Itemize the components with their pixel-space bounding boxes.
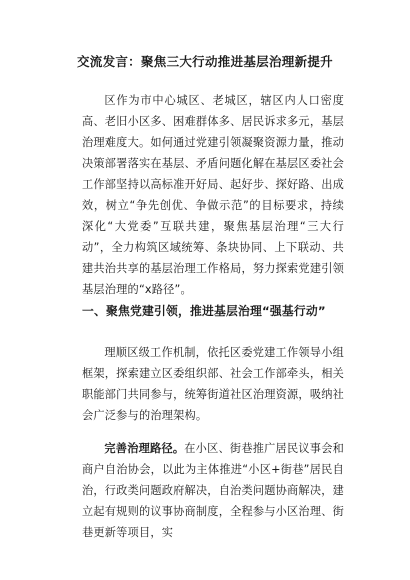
section-1-paragraph-1: 理顺区级工作机制，依托区委党建工作领导小组框架，探索建立区委组织部、社会工作部牵头，相关职能部门共同参与，统筹街道社区治理资源，吸纳社会广泛参与的治理架构。 [82, 346, 344, 422]
document-title: 交流发言：聚焦三大行动推进基层治理新提升 [76, 54, 333, 69]
section-heading-1: 一、聚焦党建引领，推进基层治理“强基行动” [82, 304, 326, 318]
paragraph-lead-text: 完善治理路径。 [104, 442, 185, 455]
paragraph-body-text: 在小区、街巷推广居民议事会和商户自治协会，以此为主体推进“小区+街巷”居民自治，行政类问题政府解决，自治类问题协商解决，建立起有规则的议事协商制度，全程参与小区治理、街巷更新等项目，实 [82, 442, 344, 539]
intro-paragraph: 区作为市中心城区、老城区，辖区内人口密度高、老旧小区多、困难群体多、居民诉求多元，基层治理难度大。如何通过党建引领凝聚资源力量，推动决策部署落实在基层、矛盾问题化解在基层区委社会工作部坚持以高标准开好局、起好步、探好路、出成效，树立“争先创优、争做示范”的目标要求，持续深化“大党委”互联共建，聚焦基层治理“三大行动”，全力构筑区域统筹、条块协同、上下联动、共建共治共享的基层治理工作格局，努力探索党建引领基层治理的“x路径”。 [82, 94, 344, 296]
section-1-paragraph-2 [82, 438, 344, 543]
